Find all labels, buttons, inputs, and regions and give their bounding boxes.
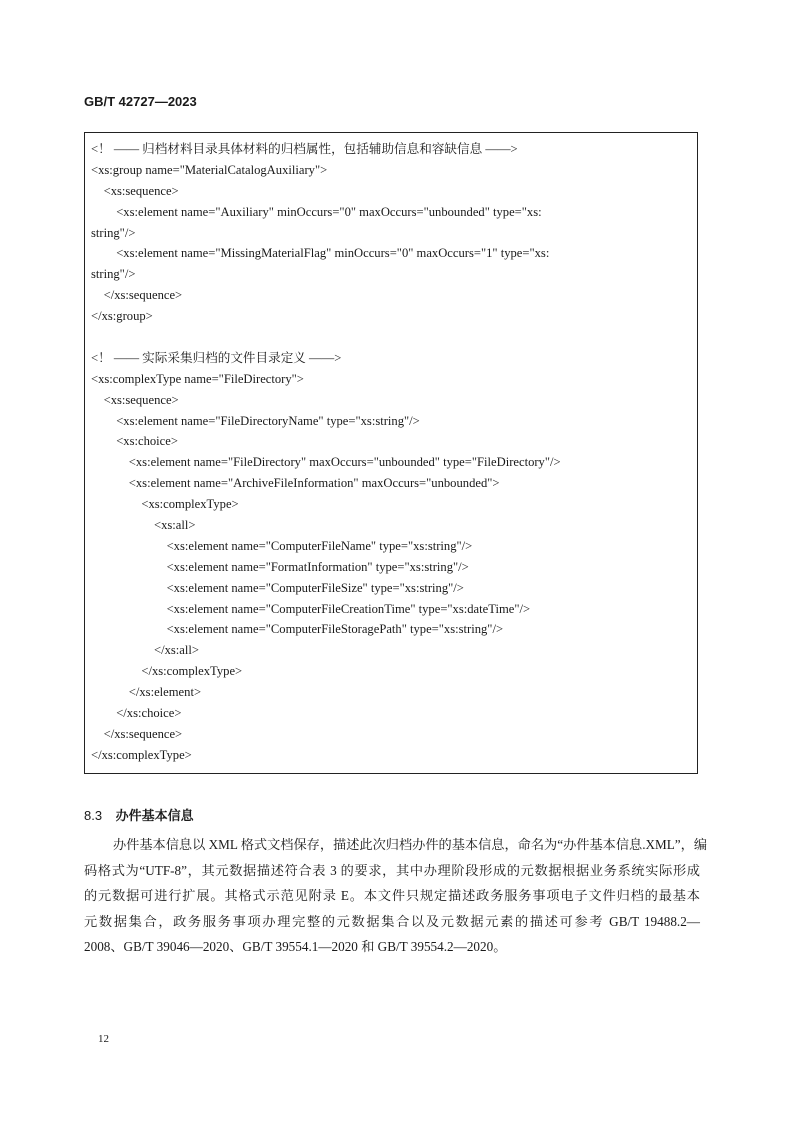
code-line: <xs:all> bbox=[91, 518, 196, 533]
code-line: <xs:group name="MaterialCatalogAuxiliary"> bbox=[91, 162, 328, 177]
code-line: <xs:element name="ComputerFileCreationTime" type="xs:dateTime"/> bbox=[91, 601, 531, 616]
code-line: <xs:sequence> bbox=[91, 183, 179, 198]
code-line: <xs:element name="FileDirectory" maxOccurs="unbounded" type="FileDirectory"/> bbox=[91, 455, 561, 470]
code-line: </xs:element> bbox=[91, 685, 202, 700]
paragraph-line: 的元数据可进行扩展。其格式示范见附录 E。本文件只规定描述政务服务事项电子文件归档的最基本 bbox=[84, 888, 700, 903]
code-line: <xs:sequence> bbox=[91, 392, 179, 407]
code-line: </xs:complexType> bbox=[91, 747, 192, 762]
code-line: </xs:complexType> bbox=[91, 664, 243, 679]
paragraph-line: 2008、GB/T 39046—2020、GB/T 39554.1—2020 和 GB/T 39554.2—2020。 bbox=[84, 939, 507, 954]
section-heading bbox=[84, 805, 194, 824]
code-line: <xs:element name="ComputerFileStoragePath" type="xs:string"/> bbox=[91, 622, 504, 637]
section-number: 8.3 bbox=[84, 808, 103, 823]
code-line: <xs:complexType name="FileDirectory"> bbox=[91, 371, 304, 386]
section-paragraph bbox=[84, 832, 708, 960]
paragraph-line: 办件基本信息以 XML 格式文档保存，描述此次归档办件的基本信息，命名为“办件基本信息.XML”，编 bbox=[113, 837, 708, 852]
page-number: 12 bbox=[98, 1033, 109, 1045]
code-line: <xs:element name="ComputerFileSize" type="xs:string"/> bbox=[91, 580, 464, 595]
code-lines bbox=[91, 139, 561, 766]
code-line: </xs:choice> bbox=[91, 706, 182, 721]
code-line: <xs:choice> bbox=[91, 434, 178, 449]
code-line: <xs:element name="FormatInformation" type="xs:string"/> bbox=[91, 559, 469, 574]
code-line: string"/> bbox=[91, 267, 136, 282]
code-line: </xs:group> bbox=[91, 309, 153, 324]
paragraph-line: 元数据集合，政务服务事项办理完整的元数据集合以及元数据元素的描述可参考 GB/T 19488.2— bbox=[84, 913, 700, 929]
code-line: <xs:element name="FileDirectoryName" type="xs:string"/> bbox=[91, 413, 420, 428]
code-line: string"/> bbox=[91, 225, 136, 240]
xml-code-block bbox=[84, 132, 698, 774]
standard-number-header: GB/T 42727—2023 bbox=[84, 94, 197, 109]
code-line: <xs:element name="ComputerFileName" type="xs:string"/> bbox=[91, 538, 473, 553]
code-line: <！ —— 实际采集归档的文件目录定义 ——> bbox=[91, 350, 342, 365]
code-line: </xs:all> bbox=[91, 643, 199, 658]
section-title: 办件基本信息 bbox=[115, 808, 194, 823]
paragraph-line: 码格式为“UTF-8”，其元数据描述符合表 3 的要求，其中办理阶段形成的元数据根据业务系统实际形成 bbox=[84, 862, 700, 878]
code-line: <xs:complexType> bbox=[91, 497, 239, 512]
code-line: <xs:element name="Auxiliary" minOccurs="0" maxOccurs="unbounded" type="xs: bbox=[91, 204, 542, 219]
code-line: <xs:element name="MissingMaterialFlag" minOccurs="0" maxOccurs="1" type="xs: bbox=[91, 246, 550, 261]
code-line: <！ —— 归档材料目录具体材料的归档属性，包括辅助信息和容缺信息 ——> bbox=[91, 142, 518, 156]
code-line: </xs:sequence> bbox=[91, 726, 183, 741]
code-line: </xs:sequence> bbox=[91, 288, 183, 303]
code-line bbox=[91, 327, 561, 348]
code-line: <xs:element name="ArchiveFileInformation" maxOccurs="unbounded"> bbox=[91, 476, 500, 491]
